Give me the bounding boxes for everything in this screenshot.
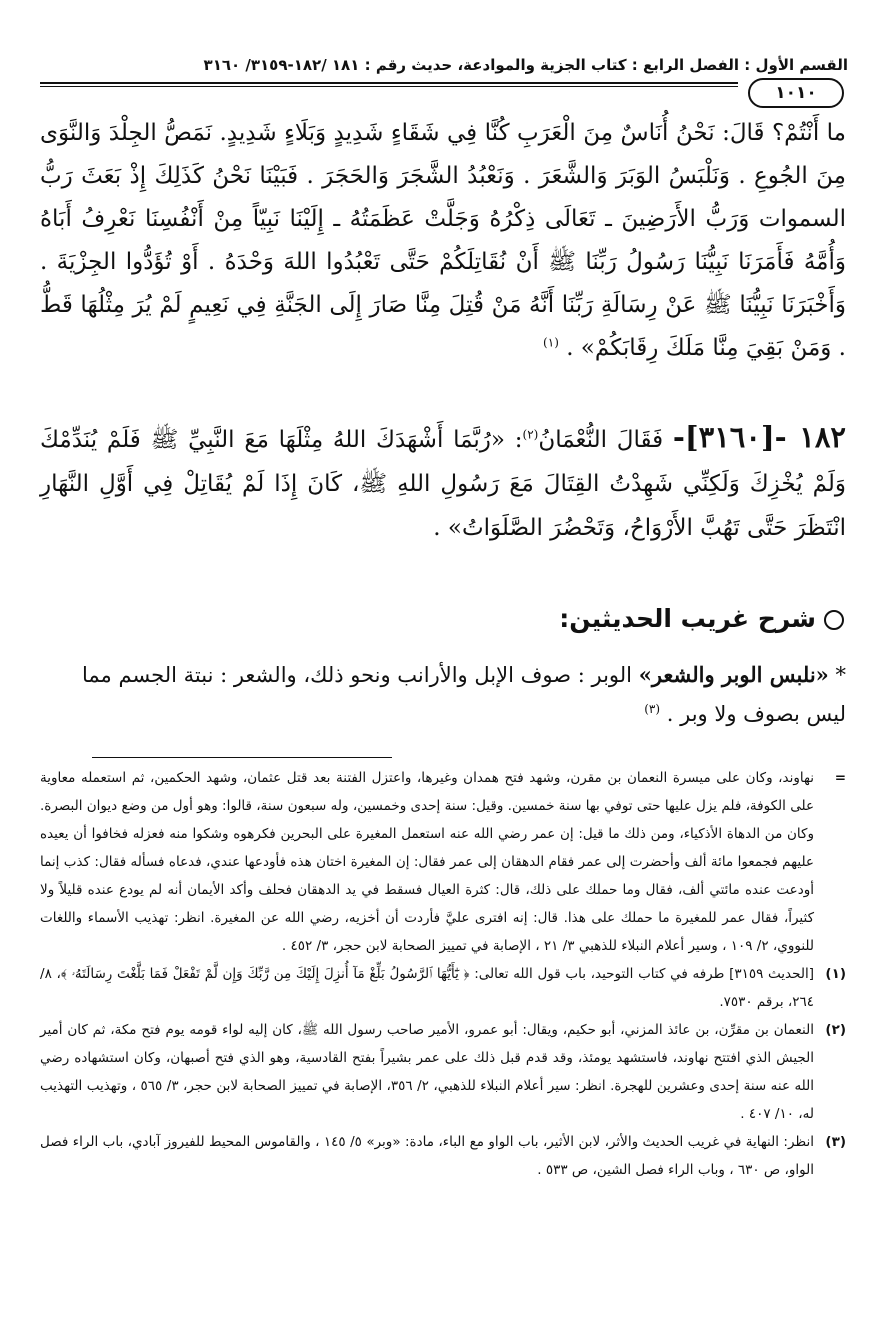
footnotes	[40, 764, 848, 1184]
hadith-intro: فَقَالَ النُّعْمَانُ	[538, 427, 664, 453]
section-title-text: شرح غريب الحديثين:	[559, 604, 816, 633]
footnote-continuation	[40, 764, 848, 960]
footnote-text: النعمان بن مقرِّن، بن عائذ المزني، أبو حكيم، ويقال: أبو عمرو، الأمير صاحب رسول الله ﷺ، كان إليه لواء قومه يوم فتح مكة، ثم كان أمير الجيش الذي افتتح نهاوند، فاستشهد يومئذ، وقد قدم قبل ذلك على عمر بشيراً بفتح القادسية، وهو الذي فتح أصبهان، وكان استشهاده رضي الله عنه سنة إحدى وعشرين للهجرة. انظر: سير أعلام النبلاء للذهبي، ٢/ ٣٥٦، الإصابة في تمييز الصحابة لابن حجر، ٣/ ٥٦٥ ، وتهذيب التهذيب له، ١٠/ ٤٠٧ .	[40, 1022, 815, 1122]
footnote-continuation-text: نهاوند، وكان على ميسرة النعمان بن مقرن، وشهد فتح همدان وغيرها، واعتزل الفتنة بعد قتل عثمان، وشهد الحكمين، ثم استعمله معاوية على الكوفة، فلم يزل عليها حتى توفي بها سنة خمسين. وقيل: سنة إحدى وخمسين، وله سبعون سنة، قالوا: وهو أول من وضع ديوان البصرة. وكان من الدهاة الأذكياء، ومن ذلك ما قيل: إن عمر رضي الله عنه استعمل المغيرة على البحرين فكرهوه وشكوا منه فعزله فخافوا أن يعيده عليهم فجمعوا مائة ألف وأحضرت إلى عمر فقام الدهقان إلى عمر فقال: إن المغيرة اختان هذه فأودعها عندي، فدعاه فسأله فقال: كذب إنما أودعت عنده مائتي ألف، فقال وما حملك على ذلك، قال: كثرة العيال فسقط في يد الدهقان فحلف وأكد الأيمان أنه لم يودع عنده قليلاً ولا كثيراً، فقال عمر للمغيرة ما حملك على هذا. قال: إنه افترى عليَّ فأردت أن أخزيه، رضي الله عن المغيرة. انظر: تهذيب الأسماء واللغات للنووي، ٢/ ١٠٩ ، وسير أعلام النبلاء للذهبي ٣/ ٢١ ، الإصابة في تمييز الصحابة لابن حجر، ٣/ ٤٥٢ .	[40, 770, 814, 954]
footnote-ref-1: (١)	[543, 335, 559, 350]
continuation-marker: =	[834, 770, 846, 786]
footnote-separator	[92, 757, 392, 758]
gloss-marker: *	[835, 663, 846, 687]
hadith-text: : «رُبَّمَا أَشْهَدَكَ اللهُ مِثْلَهَا مَعَ النَّبِيِّ ﷺ فَلَمْ يُنَدِّمْكَ وَلَمْ يُخْزِكَ وَلَكِنِّي شَهِدْتُ القِتَالَ مَعَ رَسُولِ اللهِ ﷺ، كَانَ إِذَا لَمْ يُقَاتِلْ فِي أَوَّلِ النَّهَارِ انْتَظَرَ حَتَّى تَهُبَّ الأَرْوَاحُ، وَتَحْضُرَ الصَّلَوَاتُ» .	[40, 427, 846, 541]
hadith-number: ١٨٢ -[٣١٦٠]-	[672, 420, 846, 454]
footnote-text: [الحديث ٣١٥٩] طرفه في كتاب التوحيد، باب قول الله تعالى: ﴿ يَٰٓأَيُّهَا ٱلرَّسُولُ بَلِّغْ مَآ أُنزِلَ إِلَيْكَ مِن رَّبِّكَ وَإِن لَّمْ تَفْعَلْ فَمَا بَلَّغْتَ رِسَالَتَهُۥ ﴾، ٨/ ٢٦٤، برقم ٧٥٣٠.	[40, 966, 814, 1010]
main-text	[40, 112, 846, 370]
footnote-3	[40, 1128, 848, 1184]
section-title	[40, 597, 844, 641]
gloss-definition: الوبر : صوف الإبل والأرانب ونحو ذلك، والشعر : نبتة الجسم مما ليس بصوف ولا وبر .	[82, 663, 846, 726]
main-text-body: ما أَنْتُمْ؟ قَالَ: نَحْنُ أُنَاسٌ مِنَ الْعَرَبِ كُنَّا فِي شَقَاءٍ شَدِيدٍ وَبَلَاءٍ شَدِيدٍ. نَمَصُّ الجِلْدَ وَالنَّوَى مِنَ الجُوعِ . وَنَلْبَسُ الوَبَرَ وَالشَّعَرَ . وَنَعْبُدُ الشَّجَرَ وَالحَجَرَ . فَبَيْنَا نَحْنُ كَذَلِكَ إِذْ بَعَثَ رَبُّ السموات وَرَبُّ الأَرَضِينَ ـ تَعَالَى ذِكْرُهُ وَجَلَّتْ عَظَمَتُهُ ـ إِلَيْنَا نَبِيّاً مِنْ أَنْفُسِنَا نَعْرِفُ أَبَاهُ وَأُمَّهُ فَأَمَرَنَا نَبِيُّنَا رَسُولُ رَبِّنَا ﷺ أَنْ نُقَاتِلَكُمْ حَتَّى تَعْبُدُوا اللهَ وَحْدَهُ . أَوْ تُؤَدُّوا الجِزْيَةَ . وَأَخْبَرَنَا نَبِيُّنَا ﷺ عَنْ رِسَالَةِ رَبِّنَا أَنَّهُ مَنْ قُتِلَ مِنَّا صَارَ إِلَى الجَنَّةِ فِي نَعِيمٍ لَمْ يُرَ مِثْلُهَا قَطُّ . وَمَنْ بَقِيَ مِنَّا مَلَكَ رِقَابَكُمْ» .	[40, 120, 847, 361]
gloss-term: «نلبس الوبر والشعر»	[638, 662, 829, 687]
footnote-mark: (٣)	[825, 1134, 846, 1150]
gloss-entry	[40, 655, 846, 734]
footnote-2	[40, 1016, 848, 1128]
header-rule-thick	[40, 82, 738, 84]
page-number: ١٠١٠	[748, 78, 844, 108]
footnote-mark: (٢)	[825, 1022, 846, 1038]
circle-bullet-icon	[824, 610, 844, 630]
hadith-182	[40, 415, 846, 550]
header-rule	[40, 80, 738, 90]
footnote-1	[40, 960, 848, 1016]
footnote-ref-2: (٢)	[522, 427, 539, 442]
running-header: القسم الأول : الفصل الرابع : كتاب الجزية والموادعة، حديث رقم : ١٨١ /١٨٢-٣١٥٩/ ٣١٦٠	[203, 56, 848, 74]
footnote-text: انظر: النهاية في غريب الحديث والأثر، لابن الأثير، باب الواو مع الباء، مادة: «وبر» ٥/ ١٤٥ ، والقاموس المحيط للفيروز آبادي، باب الراء فصل الواو، ص ٦٣٠ ، وباب الراء فصل الشين، ص ٥٣٣ .	[40, 1134, 814, 1178]
header-rule-thin	[40, 86, 738, 87]
footnote-ref-3: (٣)	[644, 702, 661, 716]
footnote-mark: (١)	[825, 966, 846, 982]
